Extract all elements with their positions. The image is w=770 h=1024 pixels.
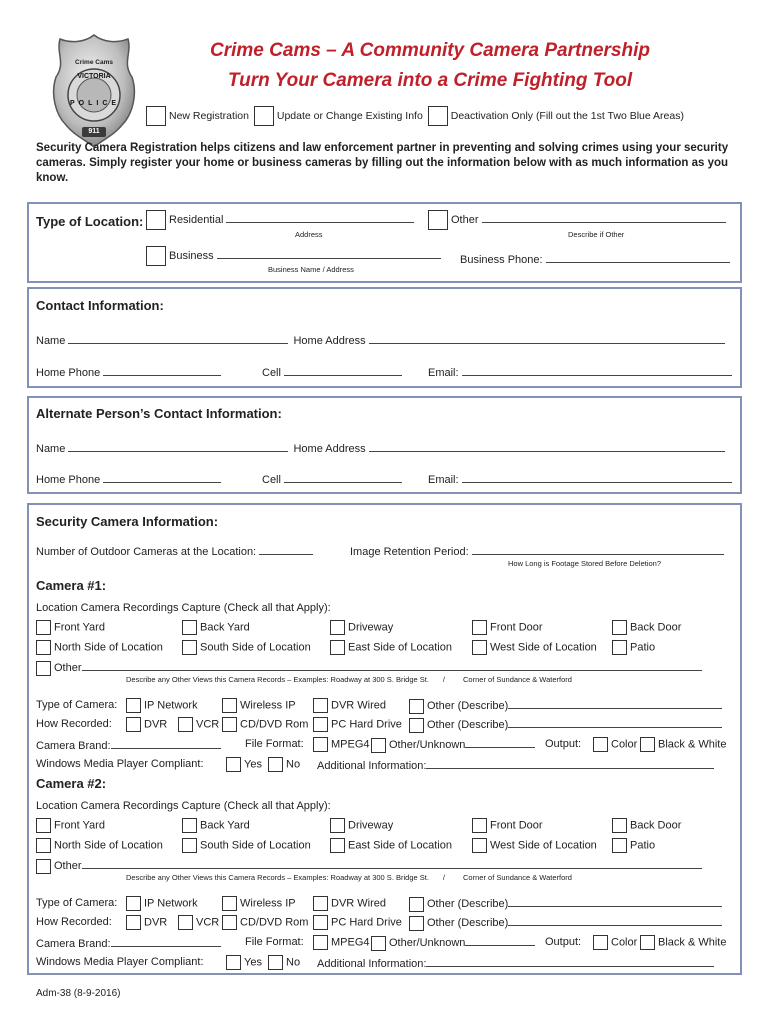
camera2-north-row bbox=[36, 838, 163, 853]
camera1-wireless-ip-label: Wireless IP bbox=[240, 699, 296, 712]
business-row bbox=[146, 246, 441, 266]
alternate-home-phone-field[interactable] bbox=[103, 472, 221, 483]
retention-label: Image Retention Period: bbox=[350, 546, 469, 558]
camera1-type-label-label: Type of Camera: bbox=[36, 699, 118, 711]
address-caption: Address bbox=[295, 230, 323, 239]
contact-email-label: Email: bbox=[428, 367, 459, 379]
camera2-vcr-row bbox=[178, 915, 219, 930]
camera2-additional-field[interactable] bbox=[426, 956, 714, 967]
alternate-email-row bbox=[428, 472, 732, 486]
camera1-wmp-label: Windows Media Player Compliant: bbox=[36, 758, 204, 770]
camera1-color-checkbox[interactable] bbox=[593, 737, 608, 752]
camera2-patio-row bbox=[612, 838, 655, 853]
residential-checkbox[interactable] bbox=[146, 210, 166, 230]
camera1-west-label: West Side of Location bbox=[490, 641, 597, 654]
num-outdoor-field[interactable] bbox=[259, 544, 313, 555]
camera2-cddvd-row bbox=[222, 915, 308, 930]
camera2-dvr-wired-checkbox[interactable] bbox=[313, 896, 328, 911]
camera1-pc-hard-drive-checkbox[interactable] bbox=[313, 717, 328, 732]
camera2-format-row bbox=[245, 936, 304, 948]
camera1-vcr-row bbox=[178, 717, 219, 732]
alternate-cell-label: Cell bbox=[262, 474, 281, 486]
camera1-dvr-label: DVR bbox=[144, 718, 168, 731]
camera1-vcr-checkbox[interactable] bbox=[178, 717, 193, 732]
contact-email-row bbox=[428, 365, 732, 379]
intro-text: Security Camera Registration helps citizens and law enforcement partner in preventing and solving crimes using your security cameras. Simply register your home or business cameras by filling out the information below with as much information as you know. bbox=[36, 142, 729, 184]
camera2-south-checkbox[interactable] bbox=[182, 838, 197, 853]
camera2-dvr-row bbox=[126, 915, 167, 930]
camera2-yes-checkbox[interactable] bbox=[226, 955, 241, 970]
alternate-home-address-label: Home Address bbox=[293, 443, 366, 455]
camera1-patio-row bbox=[612, 640, 655, 655]
camera1-patio-label: Patio bbox=[630, 641, 656, 654]
camera1-mpeg4-row bbox=[313, 737, 370, 752]
camera2-back-yard-label: Back Yard bbox=[200, 819, 250, 832]
camera1-pc-hard-drive-row bbox=[313, 717, 402, 732]
camera1-dvr-wired-row bbox=[313, 698, 386, 713]
other-location-row bbox=[428, 210, 726, 230]
camera2-front-yard-label: Front Yard bbox=[54, 819, 105, 832]
camera2-back-door-row bbox=[612, 818, 681, 833]
business-phone-row bbox=[460, 252, 730, 266]
camera1-output-row bbox=[545, 738, 581, 750]
badge-text-top: Crime Cams bbox=[75, 59, 113, 66]
camera1-mpeg4-label: MPEG4 bbox=[331, 738, 370, 751]
camera2-color-row bbox=[593, 935, 637, 950]
camera2-ip-network-checkbox[interactable] bbox=[126, 896, 141, 911]
type-of-location-label: Type of Location: bbox=[36, 214, 144, 229]
camera2-type-label-row bbox=[36, 897, 117, 909]
camera2-wireless-ip-row bbox=[222, 896, 296, 911]
badge-text-city: VICTORIA bbox=[77, 73, 111, 80]
camera2-back-door-checkbox[interactable] bbox=[612, 818, 627, 833]
num-outdoor-row bbox=[36, 544, 313, 558]
camera1-other-recorded-label: Other (Describe) bbox=[427, 719, 509, 731]
contact-email-field[interactable] bbox=[462, 365, 732, 376]
camera1-no-row bbox=[268, 757, 300, 772]
camera1-south-row bbox=[182, 640, 311, 655]
camera1-other-recorded-checkbox[interactable] bbox=[409, 718, 424, 733]
camera2-type-label-label: Type of Camera: bbox=[36, 897, 118, 909]
camera1-ip-network-row bbox=[126, 698, 198, 713]
camera1-other-type-checkbox[interactable] bbox=[409, 699, 424, 714]
camera1-no-checkbox[interactable] bbox=[268, 757, 283, 772]
other-location-checkbox[interactable] bbox=[428, 210, 448, 230]
camera1-vcr-label: VCR bbox=[196, 718, 220, 731]
camera1-format-label: File Format: bbox=[245, 738, 304, 750]
camera2-other-caption bbox=[126, 873, 572, 882]
contact-name-row bbox=[36, 333, 725, 347]
camera1-output-label: Output: bbox=[545, 738, 582, 750]
alternate-phone-row bbox=[36, 472, 221, 486]
contact-cell-field[interactable] bbox=[284, 365, 402, 376]
camera2-west-checkbox[interactable] bbox=[472, 838, 487, 853]
camera2-dvr-label: DVR bbox=[144, 916, 168, 929]
camera1-type-label-row bbox=[36, 699, 117, 711]
camera1-cddvd-row bbox=[222, 717, 308, 732]
camera2-other-recorded-row bbox=[409, 915, 722, 931]
camera1-south-label: South Side of Location bbox=[200, 641, 311, 654]
camera1-patio-checkbox[interactable] bbox=[612, 640, 627, 655]
camera1-recorded-label-row bbox=[36, 718, 112, 730]
camera1-back-yard-label: Back Yard bbox=[200, 621, 250, 634]
camera1-cddvd-label: CD/DVD Rom bbox=[240, 718, 309, 731]
camera1-yes-checkbox[interactable] bbox=[226, 757, 241, 772]
contact-name-field[interactable] bbox=[68, 333, 288, 344]
camera1-dvr-checkbox[interactable] bbox=[126, 717, 141, 732]
camera2-no-checkbox[interactable] bbox=[268, 955, 283, 970]
camera2-east-label: East Side of Location bbox=[348, 839, 452, 852]
camera2-front-door-label: Front Door bbox=[490, 819, 543, 832]
update-info-checkbox[interactable] bbox=[254, 106, 274, 126]
camera1-mpeg4-checkbox[interactable] bbox=[313, 737, 328, 752]
camera2-pc-hard-drive-label: PC Hard Drive bbox=[331, 916, 402, 929]
camera2-south-row bbox=[182, 838, 311, 853]
camera1-yes-label: Yes bbox=[244, 758, 262, 771]
camera1-ip-network-checkbox[interactable] bbox=[126, 698, 141, 713]
camera1-ip-network-label: IP Network bbox=[144, 699, 198, 712]
camera2-east-row bbox=[330, 838, 452, 853]
alternate-email-label: Email: bbox=[428, 474, 459, 486]
camera1-other-caption-slash: / bbox=[442, 675, 446, 684]
contact-home-address-label: Home Address bbox=[293, 335, 366, 347]
camera2-no-label: No bbox=[286, 956, 301, 969]
retention-row bbox=[350, 544, 724, 558]
camera2-mpeg4-row bbox=[313, 935, 370, 950]
form-number: Adm-38 (8-9-2016) bbox=[36, 988, 121, 999]
camera2-wireless-ip-label: Wireless IP bbox=[240, 897, 296, 910]
camera2-driveway-row bbox=[330, 818, 393, 833]
camera1-brand-label: Camera Brand: bbox=[36, 740, 111, 752]
camera2-cddvd-checkbox[interactable] bbox=[222, 915, 237, 930]
camera2-recorded-label-row bbox=[36, 916, 112, 928]
camera2-mpeg4-checkbox[interactable] bbox=[313, 935, 328, 950]
camera1-other-type-label: Other (Describe) bbox=[427, 700, 509, 712]
badge-text-police: POLICE bbox=[70, 100, 121, 107]
camera2-north-label: North Side of Location bbox=[54, 839, 163, 852]
camera2-black-white-label: Black & White bbox=[658, 936, 727, 949]
camera2-other-type-field[interactable] bbox=[508, 896, 722, 907]
camera2-back-door-label: Back Door bbox=[630, 819, 682, 832]
camera2-other-caption-text: Describe any Other Views this Camera Records – Examples: Roadway at 300 S. Bridge St. bbox=[126, 873, 429, 882]
camera2-other-view-checkbox[interactable] bbox=[36, 859, 51, 874]
camera2-front-yard-checkbox[interactable] bbox=[36, 818, 51, 833]
camera1-back-yard-checkbox[interactable] bbox=[182, 620, 197, 635]
camera2-patio-checkbox[interactable] bbox=[612, 838, 627, 853]
other-location-label: Other bbox=[451, 213, 479, 226]
camera1-recorded-label-label: How Recorded: bbox=[36, 718, 112, 730]
contact-title: Contact Information: bbox=[36, 298, 164, 313]
contact-phone-row bbox=[36, 365, 221, 379]
camera1-other-unknown-checkbox[interactable] bbox=[371, 738, 386, 753]
residential-row bbox=[146, 210, 414, 230]
alternate-name-field[interactable] bbox=[68, 441, 288, 452]
camera2-wireless-ip-checkbox[interactable] bbox=[222, 896, 237, 911]
camera2-yes-row bbox=[226, 955, 262, 970]
camera1-dvr-wired-checkbox[interactable] bbox=[313, 698, 328, 713]
form-title: Crime Cams – A Community Camera Partnership bbox=[210, 40, 650, 61]
camera2-west-row bbox=[472, 838, 597, 853]
alternate-name-row bbox=[36, 441, 725, 455]
camera1-east-row bbox=[330, 640, 452, 655]
camera1-other-caption bbox=[126, 675, 572, 684]
camera2-capture-row bbox=[36, 800, 331, 812]
camera2-black-white-checkbox[interactable] bbox=[640, 935, 655, 950]
alternate-cell-field[interactable] bbox=[284, 472, 402, 483]
alternate-email-field[interactable] bbox=[462, 472, 732, 483]
camera1-back-door-label: Back Door bbox=[630, 621, 682, 634]
camera2-format-label: File Format: bbox=[245, 936, 304, 948]
camera1-driveway-checkbox[interactable] bbox=[330, 620, 345, 635]
camera1-black-white-label: Black & White bbox=[658, 738, 727, 751]
alternate-cell-row bbox=[262, 472, 402, 486]
camera1-front-door-checkbox[interactable] bbox=[472, 620, 487, 635]
camera1-yes-row bbox=[226, 757, 262, 772]
camera2-other-view-label: Other bbox=[54, 860, 82, 872]
camera2-ip-network-row bbox=[126, 896, 198, 911]
camera1-other-unknown-row bbox=[371, 737, 535, 753]
camera1-dvr-row bbox=[126, 717, 167, 732]
residential-label: Residential bbox=[169, 213, 224, 226]
camera2-cddvd-label: CD/DVD Rom bbox=[240, 916, 309, 929]
camera2-other-type-label: Other (Describe) bbox=[427, 898, 509, 910]
camera2-capture-label: Location Camera Recordings Capture (Check all that Apply): bbox=[36, 800, 331, 812]
camera2-vcr-checkbox[interactable] bbox=[178, 915, 193, 930]
contact-home-phone-label: Home Phone bbox=[36, 367, 101, 379]
camera1-additional-label: Additional Information: bbox=[317, 760, 427, 772]
camera1-additional-field[interactable] bbox=[426, 758, 714, 769]
camera1-west-row bbox=[472, 640, 597, 655]
camera1-wireless-ip-checkbox[interactable] bbox=[222, 698, 237, 713]
camera2-other-recorded-checkbox[interactable] bbox=[409, 916, 424, 931]
business-label: Business bbox=[169, 249, 214, 262]
camera2-other-type-checkbox[interactable] bbox=[409, 897, 424, 912]
camera2-other-unknown-row bbox=[371, 935, 535, 951]
camera2-other-unknown-label: Other/Unknown bbox=[389, 937, 466, 949]
camera1-wireless-ip-row bbox=[222, 698, 296, 713]
contact-cell-row bbox=[262, 365, 402, 379]
alternate-home-address-field[interactable] bbox=[369, 441, 725, 452]
camera2-dvr-wired-row bbox=[313, 896, 386, 911]
camera1-wmp-row bbox=[36, 758, 204, 770]
new-registration-checkbox[interactable] bbox=[146, 106, 166, 126]
camera2-additional-label: Additional Information: bbox=[317, 958, 427, 970]
camera1-east-label: East Side of Location bbox=[348, 641, 452, 654]
police-badge-logo bbox=[52, 33, 136, 149]
camera1-other-type-row bbox=[409, 698, 722, 714]
camera1-dvr-wired-label: DVR Wired bbox=[331, 699, 387, 712]
camera2-driveway-label: Driveway bbox=[348, 819, 394, 832]
contact-name-label: Name bbox=[36, 335, 66, 347]
camera1-other-view-row bbox=[36, 660, 702, 676]
camera1-other-view-checkbox[interactable] bbox=[36, 661, 51, 676]
camera1-front-door-row bbox=[472, 620, 543, 635]
camera1-other-caption-text: Describe any Other Views this Camera Records – Examples: Roadway at 300 S. Bridge St. bbox=[126, 675, 429, 684]
camera2-dvr-checkbox[interactable] bbox=[126, 915, 141, 930]
contact-cell-label: Cell bbox=[262, 367, 281, 379]
camera2-yes-label: Yes bbox=[244, 956, 262, 969]
camera2-pc-hard-drive-checkbox[interactable] bbox=[313, 915, 328, 930]
camera1-north-checkbox[interactable] bbox=[36, 640, 51, 655]
camera2-other-caption-slash: / bbox=[442, 873, 446, 882]
camera1-pc-hard-drive-label: PC Hard Drive bbox=[331, 718, 402, 731]
contact-home-phone-field[interactable] bbox=[103, 365, 221, 376]
camera1-other-recorded-field[interactable] bbox=[508, 717, 722, 728]
business-phone-field[interactable] bbox=[546, 252, 730, 263]
business-phone-label: Business Phone: bbox=[460, 254, 543, 266]
camera1-back-door-row bbox=[612, 620, 681, 635]
camera2-front-door-row bbox=[472, 818, 543, 833]
business-checkbox[interactable] bbox=[146, 246, 166, 266]
alternate-title: Alternate Person’s Contact Information: bbox=[36, 406, 282, 421]
describe-other-caption: Describe if Other bbox=[568, 230, 625, 239]
camera2-output-label: Output: bbox=[545, 936, 582, 948]
camera1-no-label: No bbox=[286, 758, 301, 771]
camera1-additional-row bbox=[317, 758, 714, 772]
num-outdoor-label: Number of Outdoor Cameras at the Location: bbox=[36, 546, 257, 558]
camera1-title: Camera #1: bbox=[36, 578, 107, 593]
camera2-brand-row bbox=[36, 936, 221, 950]
camera2-title: Camera #2: bbox=[36, 776, 107, 791]
camera1-front-yard-row bbox=[36, 620, 105, 635]
security-title: Security Camera Information: bbox=[36, 514, 219, 529]
camera1-other-caption-text2: Corner of Sundance & Waterford bbox=[463, 675, 572, 684]
business-caption: Business Name / Address bbox=[268, 265, 354, 274]
new-registration-label: New Registration bbox=[169, 109, 249, 122]
camera1-driveway-row bbox=[330, 620, 393, 635]
camera1-format-row bbox=[245, 738, 304, 750]
camera2-other-unknown-field[interactable] bbox=[465, 935, 535, 946]
camera1-other-unknown-field[interactable] bbox=[465, 737, 535, 748]
camera2-black-white-row bbox=[640, 935, 726, 950]
camera1-back-door-checkbox[interactable] bbox=[612, 620, 627, 635]
camera1-color-label: Color bbox=[611, 738, 638, 751]
alternate-name-label: Name bbox=[36, 443, 66, 455]
camera2-recorded-label-label: How Recorded: bbox=[36, 916, 112, 928]
update-info-label: Update or Change Existing Info bbox=[276, 109, 423, 122]
camera1-front-yard-label: Front Yard bbox=[54, 621, 105, 634]
camera2-additional-row bbox=[317, 956, 714, 970]
retention-caption: How Long is Footage Stored Before Deletion? bbox=[508, 559, 662, 568]
camera1-other-view-field[interactable] bbox=[82, 660, 702, 671]
camera2-other-caption-text2: Corner of Sundance & Waterford bbox=[463, 873, 572, 882]
camera1-cddvd-checkbox[interactable] bbox=[222, 717, 237, 732]
camera1-brand-row bbox=[36, 738, 221, 752]
camera2-no-row bbox=[268, 955, 300, 970]
camera2-mpeg4-label: MPEG4 bbox=[331, 936, 370, 949]
camera1-east-checkbox[interactable] bbox=[330, 640, 345, 655]
camera2-other-unknown-checkbox[interactable] bbox=[371, 936, 386, 951]
camera1-color-row bbox=[593, 737, 637, 752]
retention-field[interactable] bbox=[472, 544, 724, 555]
camera2-north-checkbox[interactable] bbox=[36, 838, 51, 853]
camera2-color-checkbox[interactable] bbox=[593, 935, 608, 950]
camera2-west-label: West Side of Location bbox=[490, 839, 597, 852]
registration-options bbox=[146, 106, 684, 126]
camera2-dvr-wired-label: DVR Wired bbox=[331, 897, 387, 910]
camera2-brand-field[interactable] bbox=[111, 936, 221, 947]
form-subtitle: Turn Your Camera into a Crime Fighting Tool bbox=[227, 70, 633, 91]
camera2-ip-network-label: IP Network bbox=[144, 897, 198, 910]
camera1-front-door-label: Front Door bbox=[490, 621, 543, 634]
camera2-front-yard-row bbox=[36, 818, 105, 833]
camera2-driveway-checkbox[interactable] bbox=[330, 818, 345, 833]
camera1-black-white-row bbox=[640, 737, 726, 752]
camera2-wmp-row bbox=[36, 956, 204, 968]
camera2-east-checkbox[interactable] bbox=[330, 838, 345, 853]
camera1-back-yard-row bbox=[182, 620, 250, 635]
camera1-north-label: North Side of Location bbox=[54, 641, 163, 654]
camera2-output-row bbox=[545, 936, 581, 948]
alternate-home-phone-label: Home Phone bbox=[36, 474, 101, 486]
camera1-front-yard-checkbox[interactable] bbox=[36, 620, 51, 635]
camera1-other-view-label: Other bbox=[54, 662, 82, 674]
camera2-front-door-checkbox[interactable] bbox=[472, 818, 487, 833]
camera2-other-type-row bbox=[409, 896, 722, 912]
camera2-patio-label: Patio bbox=[630, 839, 656, 852]
camera1-capture-row bbox=[36, 602, 331, 614]
camera1-north-row bbox=[36, 640, 163, 655]
contact-home-address-field[interactable] bbox=[369, 333, 725, 344]
residential-address-field[interactable] bbox=[226, 212, 414, 223]
camera2-other-recorded-label: Other (Describe) bbox=[427, 917, 509, 929]
camera1-black-white-checkbox[interactable] bbox=[640, 737, 655, 752]
camera2-other-view-row bbox=[36, 858, 702, 874]
camera2-south-label: South Side of Location bbox=[200, 839, 311, 852]
camera1-capture-label: Location Camera Recordings Capture (Check all that Apply): bbox=[36, 602, 331, 614]
camera2-brand-label: Camera Brand: bbox=[36, 938, 111, 950]
camera2-other-view-field[interactable] bbox=[82, 858, 702, 869]
badge-text-911: 911 bbox=[88, 128, 100, 135]
camera1-south-checkbox[interactable] bbox=[182, 640, 197, 655]
camera1-brand-field[interactable] bbox=[111, 738, 221, 749]
camera2-wmp-label: Windows Media Player Compliant: bbox=[36, 956, 204, 968]
camera1-other-type-field[interactable] bbox=[508, 698, 722, 709]
other-location-field[interactable] bbox=[482, 212, 726, 223]
camera1-driveway-label: Driveway bbox=[348, 621, 394, 634]
deactivation-label: Deactivation Only (Fill out the 1st Two Blue Areas) bbox=[450, 109, 684, 122]
camera2-vcr-label: VCR bbox=[196, 916, 220, 929]
camera2-other-recorded-field[interactable] bbox=[508, 915, 722, 926]
business-address-field[interactable] bbox=[217, 248, 441, 259]
camera2-pc-hard-drive-row bbox=[313, 915, 402, 930]
camera1-west-checkbox[interactable] bbox=[472, 640, 487, 655]
deactivation-checkbox[interactable] bbox=[428, 106, 448, 126]
camera2-back-yard-row bbox=[182, 818, 250, 833]
camera1-other-unknown-label: Other/Unknown bbox=[389, 739, 466, 751]
camera2-back-yard-checkbox[interactable] bbox=[182, 818, 197, 833]
camera1-other-recorded-row bbox=[409, 717, 722, 733]
camera2-color-label: Color bbox=[611, 936, 638, 949]
